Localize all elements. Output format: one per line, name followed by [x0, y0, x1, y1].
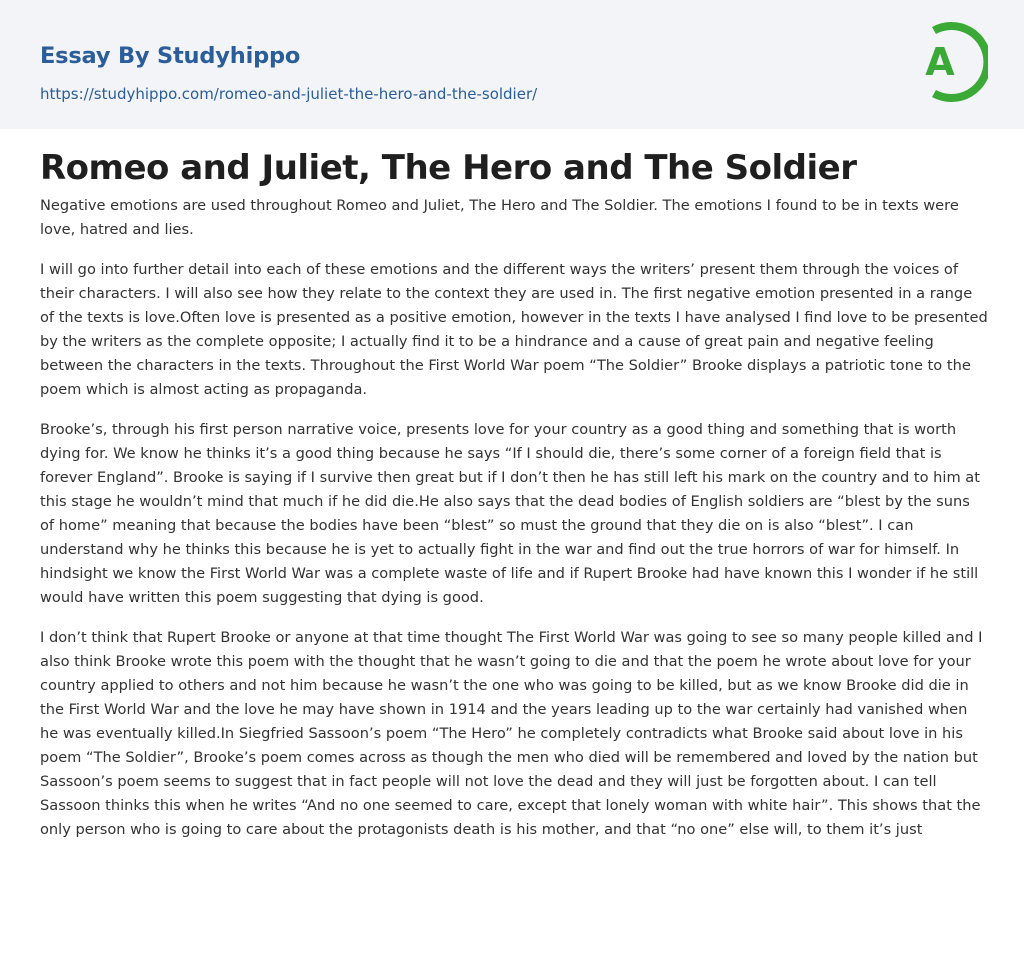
essay-paragraph: Brooke’s, through his first person narrative voice, presents love for your country as a good thing and something that is worth dying for. We know he thinks it’s a good thing because he says “If I should die, there’s some corner of a foreign field that is forever England”. Brooke is saying if I survive then great but if I don’t then he has still left his mark on the country and to him at this stage he wouldn’t mind that much if he did die.He also says that the dead bodies of English soldiers are “blest by the suns of home” meaning that because the bodies have been “blest” so must the ground that they die on is also “blest”. I can understand why he thinks this because he is yet to actually fight in the war and find out the true horrors of war for himself. In hindsight we know the First World War was a complete waste of life and if Rupert Brooke had have known this I wonder if he still would have written this poem suggesting that dying is good.	[40, 421, 980, 606]
logo-letter: A	[925, 40, 955, 84]
site-header	[0, 0, 1024, 129]
studyhippo-logo-icon	[912, 18, 988, 106]
essay-paragraph: I will go into further detail into each of these emotions and the different ways the writers’ present them through the voices of their characters. I will also see how they relate to the context they are used in. The first negative emotion presented in a range of the texts is love.Often love is presented as a positive emotion, however in the texts I have analysed I find love to be presented by the writers as the complete opposite; I actually find it to be a hindrance and a cause of great pain and negative feeling between the characters in the texts. Throughout the First World War poem “The Soldier” Brooke displays a patriotic tone to the poem which is almost acting as propaganda.	[40, 261, 988, 398]
brand-title: Essay By Studyhippo	[40, 43, 301, 69]
essay-body	[40, 194, 988, 858]
source-url-link[interactable]: https://studyhippo.com/romeo-and-juliet-the-hero-and-the-soldier/	[40, 85, 538, 103]
essay-paragraph: I don’t think that Rupert Brooke or anyone at that time thought The First World War was going to see so many people killed and I also think Brooke wrote this poem with the thought that he wasn’t going to die and that the poem he wrote about love for your country applied to others and not him because he wasn’t the one who was going to be killed, but as we know Brooke did die in the First World War and the love he may have shown in 1914 and the years leading up to the war certainly had vanished when he was eventually killed.In Siegfried Sassoon’s poem “The Hero” he completely contradicts what Brooke said about love in his poem “The Soldier”, Brooke’s poem comes across as though the men who died will be remembered and loved by the nation but Sassoon’s poem seems to suggest that in fact people will not love the dead and they will just be forgotten about. I can tell Sassoon thinks this when he writes “And no one seemed to care, except that lonely woman with white hair”. This shows that the only person who is going to care about the protagonists death is his mother, and that “no one” else will, to them it’s just	[40, 629, 983, 838]
essay-paragraph: Negative emotions are used throughout Romeo and Juliet, The Hero and The Soldier. The emotions I found to be in texts were love, hatred and lies.	[40, 197, 959, 238]
page-title: Romeo and Juliet, The Hero and The Soldier	[40, 148, 857, 188]
